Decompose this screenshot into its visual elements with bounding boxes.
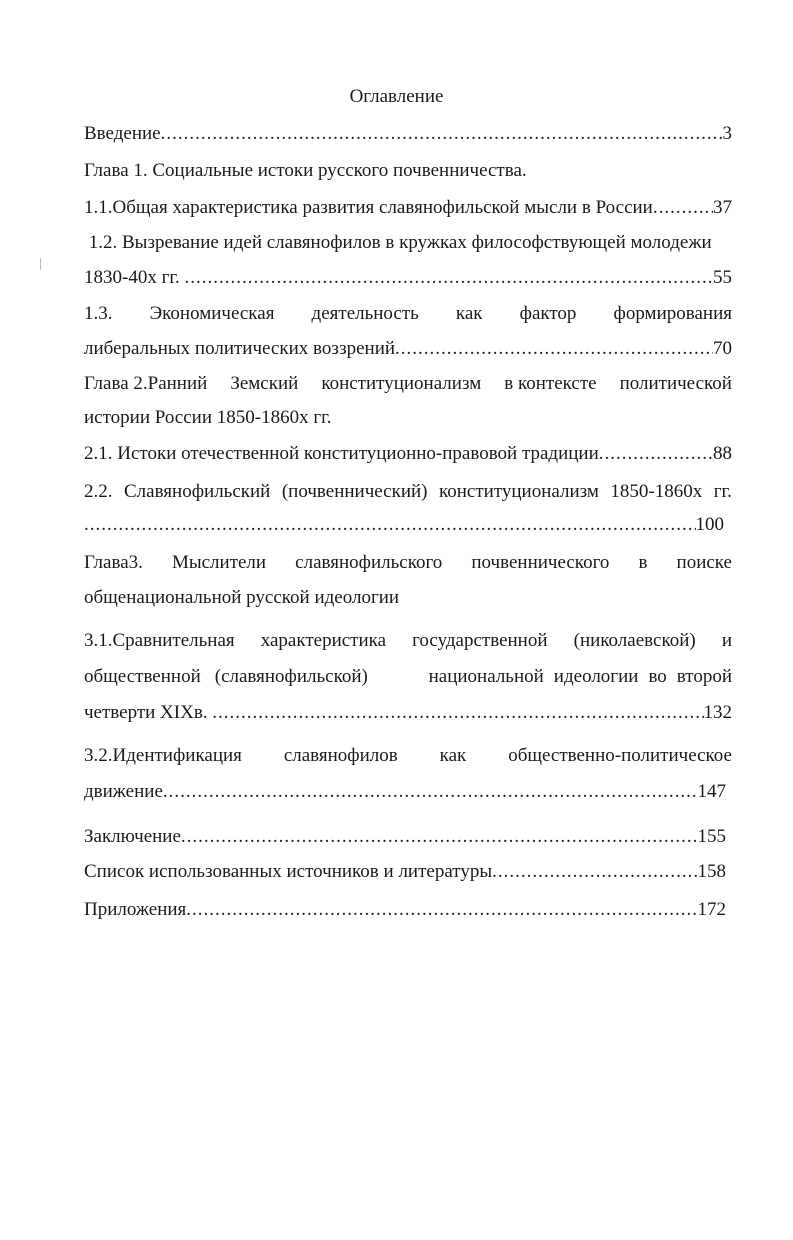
word: формирования [613,303,732,324]
toc-entry-conclusion [84,823,726,851]
toc-page-number: 132 [703,702,732,723]
word: второй [676,666,732,687]
word: политической [619,373,732,394]
word: общественно-политическое [508,745,732,766]
word: Мыслители [171,552,267,573]
word: в контексте [504,373,597,394]
word: 2.2. [84,481,113,502]
word: 1850-1860х [610,481,703,502]
toc-entry-label: движение [84,781,163,802]
word: 1.3. [84,303,113,324]
word: 3.2.Идентификация [84,745,242,766]
toc-page-number: 88 [713,443,732,464]
toc-entry-label: либеральных политических воззрений [84,338,396,359]
toc-entry-1-3-line1 [84,300,732,328]
toc-entry-3-1-line1 [84,627,732,655]
word: 3.1.Сравнительная [84,630,235,651]
toc-chapter-2-line2: истории России 1850-1860х гг. [84,407,332,428]
word: деятельность [311,303,419,324]
word: идеологии [553,666,639,687]
dot-leader [599,440,713,468]
word: государственной [412,630,548,651]
toc-page-number: 172 [697,899,726,920]
toc-page-number: 37 [713,197,732,218]
dot-leader [395,335,713,363]
dot-leader [492,858,697,886]
toc-page-number: 155 [697,826,726,847]
toc-entry-3-2 [84,778,726,806]
word: конституционализм [321,373,482,394]
toc-entry-sources [84,858,726,886]
toc-page-number: 70 [713,338,732,359]
toc-entry-label: Приложения [84,899,187,920]
toc-chapter-2-line1 [84,370,732,398]
dot-leader [181,823,698,851]
toc-entry-3-2-line1 [84,742,732,770]
toc-entry-label: Введение [84,123,161,144]
word: Славянофильский [124,481,271,502]
word: во [648,666,667,687]
toc-entry-label: 1830-40х гг. [84,267,185,288]
word: славянофильского [295,552,443,573]
word: (славянофильской) [214,666,368,687]
word: и [721,630,732,651]
word: Экономическая [149,303,275,324]
toc-entry-1-3 [84,335,732,363]
word: гг. [713,481,732,502]
toc-page-number: 3 [722,123,732,144]
word: фактор [519,303,577,324]
dot-leader [185,264,713,292]
toc-entry-3-1 [84,699,732,727]
dot-leader [186,896,697,924]
toc-entry-label: 1.1.Общая характеристика развития славянофильской мысли в России [84,197,653,218]
word: характеристика [260,630,387,651]
toc-chapter-3-line1 [84,549,732,577]
margin-mark [40,258,41,270]
word: (почвеннический) [281,481,428,502]
toc-title: Оглавление [349,86,444,107]
toc-entry-label: Список использованных источников и литературы [84,861,493,882]
toc-entry-2-2 [84,511,724,539]
word: славянофилов [283,745,398,766]
toc-chapter-1: Глава 1. Социальные истоки русского почвенничества. [84,160,527,181]
dot-leader [161,120,723,148]
toc-entry-1-2 [84,264,732,292]
dot-leader [212,699,703,727]
toc-entry-2-2-line1 [84,478,732,506]
word: Земский [230,373,299,394]
word: почвеннического [471,552,610,573]
toc-entry-appendix [84,896,726,924]
toc-entry-1-1 [84,194,732,222]
word: как [439,745,467,766]
toc-page-number: 55 [713,267,732,288]
toc-entry-label: Заключение [84,826,181,847]
toc-entry-label: четверти XIXв. [84,702,213,723]
word: общественной [84,666,201,687]
word: Глава3. [84,552,143,573]
toc-page-number: 147 [697,781,726,802]
toc-entry-intro [84,120,732,148]
toc-entry-2-1 [84,440,732,468]
toc-entry-3-1-line2 [84,663,732,691]
dot-leader [84,511,696,539]
word: как [455,303,483,324]
word: конституционализм [439,481,599,502]
toc-page-number: 158 [697,861,726,882]
dot-leader [163,778,698,806]
toc-page-number: 100 [695,514,724,535]
toc-entry-1-2-line1: 1.2. Вызревание идей славянофилов в кружках философствующей молодежи [84,232,712,253]
word: поиске [676,552,732,573]
toc-chapter-3-line2: общенациональной русской идеологии [84,587,400,608]
toc-entry-label: 2.1. Истоки отечественной конституционно-правовой традиции [84,443,599,464]
word: национальной [428,666,544,687]
word: (николаевской) [573,630,696,651]
word: Глава 2.Ранний [84,373,208,394]
dot-leader [653,194,713,222]
word: в [638,552,648,573]
